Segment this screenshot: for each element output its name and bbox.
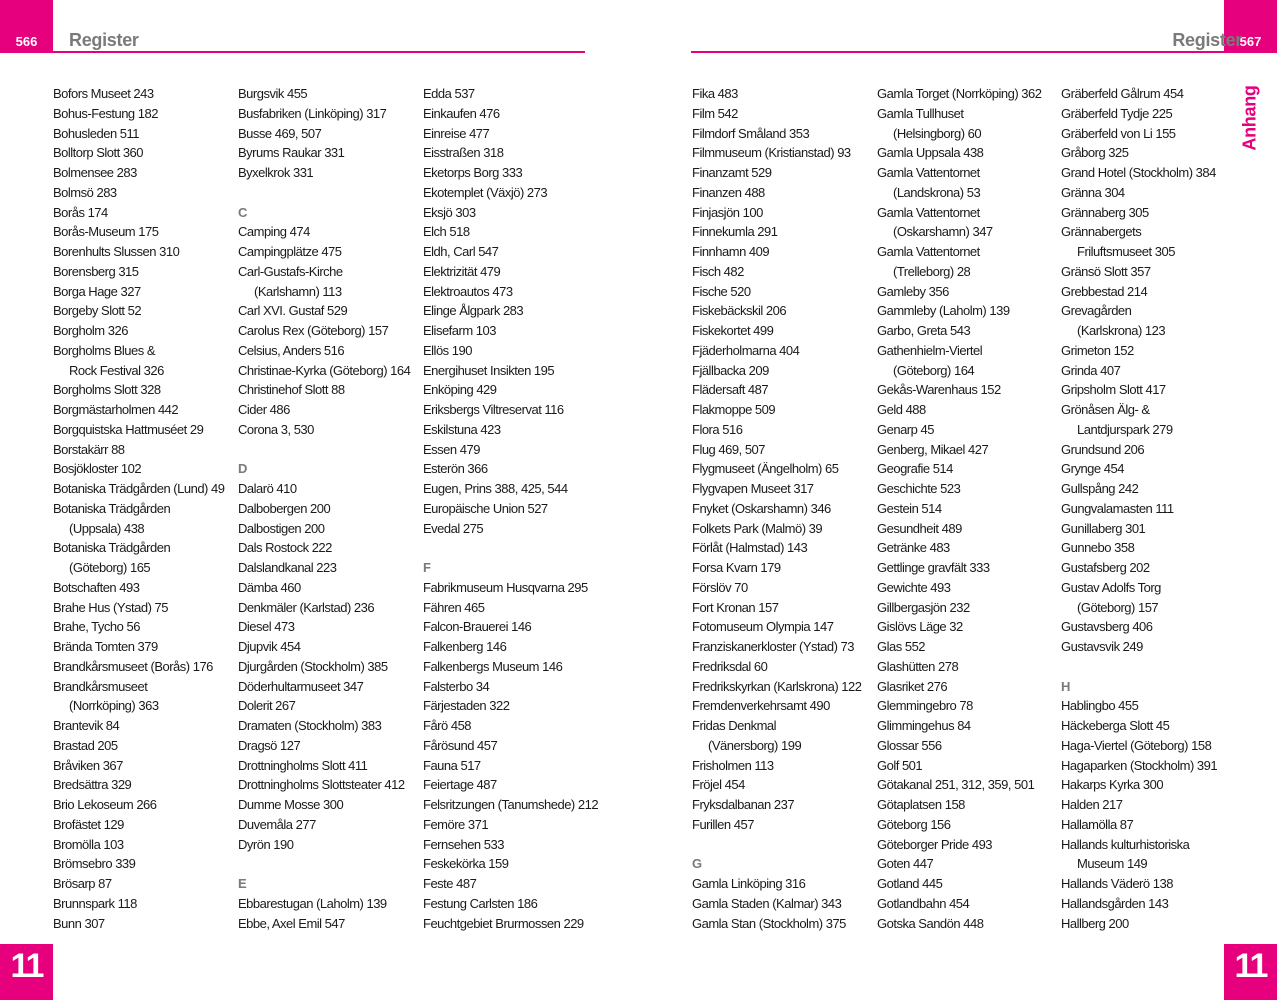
- index-entry: Einreise 477: [423, 125, 490, 141]
- index-entry: Eldh, Carl 547: [423, 244, 499, 259]
- spacer: [238, 183, 428, 203]
- index-entry: Hallands kulturhistoriska: [1061, 836, 1190, 852]
- index-entry: Genberg, Mikael 427: [877, 441, 989, 457]
- index-column-1: [53, 84, 243, 933]
- index-entry: Finjasjön 100: [692, 204, 763, 220]
- index-entry: Brända Tomten 379: [53, 639, 158, 654]
- index-entry: Geografie 514: [877, 461, 953, 477]
- index-entry: Finnekumla 291: [692, 224, 778, 240]
- index-entry: Djupvik 454: [238, 639, 301, 654]
- letter-heading: F: [423, 560, 431, 575]
- index-entry: Gräberfeld Gålrum 454: [1061, 86, 1184, 101]
- index-entry: Falkenbergs Museum 146: [423, 658, 563, 674]
- index-entry: Brahe Hus (Ystad) 75: [53, 599, 169, 615]
- index-entry: Gillbergasjön 232: [877, 599, 970, 615]
- index-entry: Gustavsvik 249: [1061, 639, 1143, 654]
- index-entry: Gräberfeld Tydje 225: [1061, 105, 1173, 121]
- index-entry: Eskilstuna 423: [423, 421, 501, 437]
- index-entry: Gamla Tullhuset: [877, 105, 964, 121]
- letter-heading: D: [238, 461, 247, 477]
- index-entry-continuation: (Karlskrona) 123: [1077, 323, 1166, 338]
- index-entry: Busfabriken (Linköping) 317: [238, 105, 387, 121]
- index-entry: Hallamölla 87: [1061, 816, 1134, 832]
- index-entry: Gamla Stan (Stockholm) 375: [692, 915, 846, 931]
- index-entry: Gamla Vattentornet: [877, 244, 980, 259]
- index-entry: Furillen 457: [692, 816, 754, 832]
- index-entry: Gekås-Warenhaus 152: [877, 382, 1001, 398]
- index-entry: Gungvalamasten 111: [1061, 500, 1174, 516]
- index-entry: Bråviken 367: [53, 757, 123, 773]
- index-entry: Bromölla 103: [53, 836, 124, 852]
- index-entry: Botaniska Trädgården: [53, 540, 171, 556]
- index-entry: Grinda 407: [1061, 362, 1121, 378]
- index-entry: Brunnspark 118: [53, 895, 137, 911]
- index-entry: Dämba 460: [238, 579, 301, 595]
- index-entry: Haga-Viertel (Göteborg) 158: [1061, 737, 1212, 753]
- index-entry: Elisefarm 103: [423, 323, 496, 338]
- index-entry: Dumme Mosse 300: [238, 797, 344, 812]
- index-entry: Finanzamt 529: [692, 165, 772, 180]
- index-entry: Grimeton 152: [1061, 342, 1134, 358]
- index-entry: Carl-Gustafs-Kirche: [238, 263, 343, 279]
- index-entry: Fredrikskyrkan (Karlskrona) 122: [692, 678, 862, 694]
- index-entry: Fjäderholmarna 404: [692, 342, 800, 358]
- index-entry: Hallandsgården 143: [1061, 895, 1169, 911]
- index-entry: Drottningholms Slottsteater 412: [238, 777, 405, 793]
- index-entry: Feuchtgebiet Brurmossen 229: [423, 915, 584, 931]
- index-entry: Dalarö 410: [238, 481, 297, 496]
- index-entry: Fårö 458: [423, 718, 472, 733]
- index-entry: Edda 537: [423, 86, 475, 101]
- index-entry: Camping 474: [238, 224, 310, 240]
- index-entry: Borås 174: [53, 204, 108, 220]
- index-entry: Garbo, Greta 543: [877, 323, 971, 338]
- running-head: Register: [69, 30, 139, 50]
- index-entry: Brahe, Tycho 56: [53, 619, 140, 635]
- index-entry: Dragsö 127: [238, 737, 301, 753]
- header-rule: [53, 51, 585, 53]
- index-entry: Eketorps Borg 333: [423, 165, 523, 180]
- index-entry: Falsterbo 34: [423, 678, 490, 694]
- index-entry: Hallberg 200: [1061, 915, 1129, 931]
- spacer: [692, 835, 882, 855]
- index-entry: Goten 447: [877, 856, 934, 872]
- index-entry: Golf 501: [877, 757, 923, 773]
- spacer: [423, 538, 613, 558]
- index-entry: Brösarp 87: [53, 876, 112, 891]
- index-entry: Genarp 45: [877, 421, 934, 437]
- index-entry: Gesundheit 489: [877, 520, 962, 536]
- index-entry: Borgholm 326: [53, 323, 128, 338]
- index-entry: Elch 518: [423, 224, 470, 240]
- index-entry: Gripsholm Slott 417: [1061, 382, 1166, 398]
- index-entry: Djurgården (Stockholm) 385: [238, 658, 388, 674]
- index-entry: Corona 3, 530: [238, 421, 314, 437]
- index-entry: Fika 483: [692, 86, 738, 101]
- index-entry-continuation: (Helsingborg) 60: [893, 125, 982, 141]
- index-entry: Borenhults Slussen 310: [53, 244, 180, 259]
- index-entry: Gränna 304: [1061, 184, 1125, 200]
- index-entry: Enköping 429: [423, 382, 497, 398]
- index-entry: Bosjökloster 102: [53, 461, 142, 477]
- index-entry: Campingplätze 475: [238, 244, 342, 259]
- index-entry: Borgholms Blues &: [53, 342, 156, 358]
- index-entry: Einkaufen 476: [423, 105, 500, 121]
- index-entry: Falkenberg 146: [423, 639, 507, 654]
- index-entry: Fernsehen 533: [423, 836, 504, 852]
- spacer: [1061, 657, 1251, 677]
- index-entry: Geschichte 523: [877, 481, 961, 496]
- index-entry: Evedal 275: [423, 520, 484, 536]
- index-entry: Ebbarestugan (Laholm) 139: [238, 895, 387, 911]
- letter-heading: G: [692, 856, 702, 872]
- index-entry: Brio Lekoseum 266: [53, 797, 157, 812]
- index-entry: Felsritzungen (Tanumshede) 212: [423, 797, 599, 812]
- index-entry: Busse 469, 507: [238, 125, 322, 141]
- spacer: [238, 440, 428, 460]
- index-entry: Festung Carlsten 186: [423, 895, 538, 911]
- index-entry: Förlåt (Halmstad) 143: [692, 540, 808, 556]
- index-entry-continuation: (Karlshamn) 113: [254, 283, 342, 299]
- index-entry: Gullspång 242: [1061, 481, 1139, 496]
- index-entry: Europäische Union 527: [423, 500, 548, 516]
- index-entry: Grebbestad 214: [1061, 283, 1148, 299]
- index-entry: Bolmsö 283: [53, 184, 117, 200]
- index-entry: Bohusleden 511: [53, 125, 140, 141]
- index-entry: Gustafsberg 202: [1061, 560, 1150, 575]
- index-entry: Brömsebro 339: [53, 856, 136, 872]
- index-entry: Glossar 556: [877, 737, 942, 753]
- index-entry: Drottningholms Slott 411: [238, 757, 368, 773]
- index-entry: Elinge Ålgpark 283: [423, 303, 524, 319]
- index-entry: Fotomuseum Olympia 147: [692, 619, 834, 635]
- index-entry: Brofästet 129: [53, 816, 124, 832]
- index-entry: Gestein 514: [877, 500, 942, 516]
- index-entry: Gathenhielm-Viertel: [877, 342, 983, 358]
- index-entry: Filmmuseum (Kristianstad) 93: [692, 145, 851, 161]
- page-number: 567: [1224, 0, 1277, 53]
- index-entry-continuation: (Trelleborg) 28: [893, 263, 971, 279]
- index-entry: Fiskebäckskil 206: [692, 303, 787, 319]
- index-entry: Grundsund 206: [1061, 441, 1145, 457]
- index-entry: Botaniska Trädgården: [53, 500, 171, 516]
- index-entry: Flädersaft 487: [692, 382, 769, 398]
- index-entry: Fårösund 457: [423, 737, 498, 753]
- index-entry: Grönåsen Älg- &: [1061, 402, 1150, 417]
- index-entry: Glasriket 276: [877, 678, 948, 694]
- index-entry-continuation: Friluftsmuseet 305: [1077, 244, 1175, 259]
- index-entry: Gränsö Slott 357: [1061, 263, 1151, 279]
- index-entry: Botschaften 493: [53, 579, 140, 595]
- index-entry: Dalbostigen 200: [238, 520, 325, 536]
- index-entry: Fremdenverkehrsamt 490: [692, 698, 830, 714]
- index-column-3: [423, 84, 613, 933]
- chapter-number-tab: 11: [0, 944, 53, 1000]
- index-entry: Flakmoppe 509: [692, 402, 776, 417]
- index-entry-continuation: (Landskrona) 53: [893, 184, 981, 200]
- index-entry: Förslöv 70: [692, 579, 748, 595]
- index-entry: Franziskanerkloster (Ystad) 73: [692, 639, 855, 654]
- index-entry: Grännabergets: [1061, 224, 1142, 240]
- index-entry: Elektroautos 473: [423, 283, 513, 299]
- index-entry: Hablingbo 455: [1061, 698, 1139, 714]
- letter-heading: C: [238, 204, 247, 220]
- index-entry: Fisch 482: [692, 263, 744, 279]
- index-entry: Carl XVI. Gustaf 529: [238, 303, 348, 319]
- index-entry: Fjällbacka 209: [692, 362, 769, 378]
- index-entry: Flora 516: [692, 421, 743, 437]
- index-entry: Borgeby Slott 52: [53, 303, 142, 319]
- index-column-1: [692, 84, 882, 933]
- index-entry: Brandkårsmuseet (Borås) 176: [53, 658, 213, 674]
- index-entry: Brastad 205: [53, 737, 118, 753]
- index-entry: Gunillaberg 301: [1061, 520, 1146, 536]
- index-entry: Gettlinge gravfält 333: [877, 560, 990, 575]
- index-entry: Denkmäler (Karlstad) 236: [238, 599, 375, 615]
- index-entry: Gustav Adolfs Torg: [1061, 579, 1161, 595]
- index-entry: Fryksdalbanan 237: [692, 797, 795, 812]
- index-entry: Gamla Linköping 316: [692, 876, 806, 891]
- index-entry-continuation: (Göteborg) 164: [893, 362, 975, 378]
- header-rule: [691, 51, 1224, 53]
- index-entry: Finnhamn 409: [692, 244, 770, 259]
- index-entry: Eisstraßen 318: [423, 145, 504, 161]
- index-entry: Gamla Staden (Kalmar) 343: [692, 895, 842, 911]
- index-entry: Borgholms Slott 328: [53, 382, 161, 398]
- index-column-2: [877, 84, 1067, 933]
- index-entry: Gamleby 356: [877, 283, 949, 299]
- index-entry: Forsa Kvarn 179: [692, 560, 781, 575]
- index-entry: Ebbe, Axel Emil 547: [238, 915, 345, 931]
- page-number: 566: [0, 0, 53, 53]
- index-entry: Feste 487: [423, 876, 477, 891]
- index-entry: Gamla Uppsala 438: [877, 145, 984, 161]
- index-entry: Fiskekortet 499: [692, 323, 774, 338]
- index-entry-continuation: (Norrköping) 363: [69, 698, 159, 714]
- index-entry: Film 542: [692, 105, 738, 121]
- index-entry-continuation: Museum 149: [1077, 856, 1148, 872]
- index-entry: Duvemåla 277: [238, 816, 316, 832]
- index-entry: Getränke 483: [877, 540, 950, 556]
- index-entry: Flygmuseet (Ängelholm) 65: [692, 461, 839, 477]
- index-entry: Cider 486: [238, 402, 290, 417]
- index-entry: Döderhultarmuseet 347: [238, 678, 364, 694]
- index-entry: Feiertage 487: [423, 777, 497, 793]
- index-entry: Gotland 445: [877, 876, 943, 891]
- index-entry: Essen 479: [423, 441, 480, 457]
- index-entry: Eugen, Prins 388, 425, 544: [423, 481, 568, 496]
- index-entry: Filmdorf Småland 353: [692, 125, 810, 141]
- index-entry: Flug 469, 507: [692, 441, 766, 457]
- index-entry: Borensberg 315: [53, 263, 139, 279]
- index-entry: Energihuset Insikten 195: [423, 362, 555, 378]
- index-entry: Fauna 517: [423, 757, 481, 773]
- index-entry: Gislövs Läge 32: [877, 619, 963, 635]
- index-entry: Hakarps Kyrka 300: [1061, 777, 1164, 793]
- index-entry: Dyrön 190: [238, 836, 294, 852]
- index-entry-continuation: (Göteborg) 165: [69, 560, 151, 575]
- index-entry: Burgsvik 455: [238, 86, 308, 101]
- index-entry-continuation: (Uppsala) 438: [69, 520, 145, 536]
- index-entry: Fabrikmuseum Husqvarna 295: [423, 579, 588, 595]
- letter-heading: E: [238, 876, 247, 891]
- index-column-2: [238, 84, 428, 933]
- index-entry: Grevagården: [1061, 303, 1132, 319]
- index-entry: Götakanal 251, 312, 359, 501: [877, 777, 1035, 793]
- index-entry: Dals Rostock 222: [238, 540, 332, 556]
- index-entry: Dalbobergen 200: [238, 500, 331, 516]
- index-entry: Gamla Vattentornet: [877, 204, 980, 220]
- index-entry: Dalslandkanal 223: [238, 560, 337, 575]
- index-entry: Flygvapen Museet 317: [692, 481, 814, 496]
- index-entry: Folkets Park (Malmö) 39: [692, 520, 823, 536]
- index-entry-continuation: (Oskarshamn) 347: [893, 224, 993, 240]
- index-entry: Glemmingebro 78: [877, 698, 973, 714]
- index-entry: Celsius, Anders 516: [238, 342, 345, 358]
- index-entry: Dramaten (Stockholm) 383: [238, 718, 382, 733]
- index-entry: Fort Kronan 157: [692, 599, 779, 615]
- index-entry: Gråborg 325: [1061, 145, 1129, 161]
- index-entry: Gewichte 493: [877, 579, 951, 595]
- chapter-number-tab: 11: [1224, 944, 1277, 1000]
- index-entry: Fnyket (Oskarshamn) 346: [692, 500, 831, 516]
- index-entry: Häckeberga Slott 45: [1061, 718, 1170, 733]
- index-entry: Christinae-Kyrka (Göteborg) 164: [238, 362, 411, 378]
- index-entry: Glashütten 278: [877, 658, 959, 674]
- index-entry: Glimmingehus 84: [877, 718, 971, 733]
- index-entry: Fröjel 454: [692, 777, 745, 793]
- index-entry: Brandkårsmuseet: [53, 678, 148, 694]
- index-entry: Eksjö 303: [423, 204, 476, 220]
- index-entry: Gräberfeld von Li 155: [1061, 125, 1176, 141]
- index-entry: Gotska Sandön 448: [877, 915, 984, 931]
- index-entry: Färjestaden 322: [423, 698, 510, 714]
- index-entry: Borås-Museum 175: [53, 224, 159, 240]
- index-entry: Falcon-Brauerei 146: [423, 619, 532, 635]
- index-entry: Gotlandbahn 454: [877, 895, 970, 911]
- index-entry: Glas 552: [877, 639, 926, 654]
- index-entry: Bunn 307: [53, 915, 105, 931]
- index-entry: Ellös 190: [423, 342, 472, 358]
- index-entry: Botaniska Trädgården (Lund) 49: [53, 481, 225, 496]
- index-entry: Bofors Museet 243: [53, 86, 154, 101]
- index-entry: Dolerit 267: [238, 698, 296, 714]
- left-page: [0, 0, 638, 1000]
- index-entry: Fridas Denkmal: [692, 718, 777, 733]
- index-entry: Diesel 473: [238, 619, 295, 635]
- index-entry: Grännaberg 305: [1061, 204, 1149, 220]
- index-entry-continuation: (Vänersborg) 199: [708, 737, 802, 753]
- index-entry: Bolmensee 283: [53, 165, 137, 180]
- index-entry: Carolus Rex (Göteborg) 157: [238, 323, 389, 338]
- index-entry: Borga Hage 327: [53, 283, 141, 299]
- index-entry: Byxelkrok 331: [238, 165, 314, 180]
- index-entry: Halden 217: [1061, 797, 1123, 812]
- index-column-3: [1061, 84, 1251, 933]
- index-entry: Hagaparken (Stockholm) 391: [1061, 757, 1218, 773]
- index-entry: Brantevik 84: [53, 718, 120, 733]
- index-entry: Geld 488: [877, 402, 926, 417]
- index-entry: Ekotemplet (Växjö) 273: [423, 184, 548, 200]
- index-entry: Esterön 366: [423, 461, 488, 477]
- right-page: [638, 0, 1277, 1000]
- index-entry: Gamla Torget (Norrköping) 362: [877, 86, 1042, 101]
- index-entry: Byrums Raukar 331: [238, 145, 345, 161]
- index-entry: Grand Hotel (Stockholm) 384: [1061, 165, 1216, 180]
- index-entry: Götaplatsen 158: [877, 797, 965, 812]
- running-head: Register: [1172, 30, 1242, 50]
- index-entry: Femöre 371: [423, 816, 489, 832]
- index-entry: Göteborger Pride 493: [877, 836, 993, 852]
- index-entry: Gunnebo 358: [1061, 540, 1135, 556]
- index-entry: Eriksbergs Viltreservat 116: [423, 402, 564, 417]
- index-entry: Fähren 465: [423, 599, 485, 615]
- index-entry: Frisholmen 113: [692, 757, 774, 773]
- index-entry: Borgmästarholmen 442: [53, 402, 179, 417]
- index-entry: Borstakärr 88: [53, 441, 125, 457]
- index-entry: Borgquistska Hattmuséet 29: [53, 421, 204, 437]
- section-side-tab-label: Anhang: [1239, 85, 1260, 151]
- letter-heading: H: [1061, 678, 1070, 694]
- index-entry: Feskekörka 159: [423, 856, 509, 872]
- index-entry: Bredsättra 329: [53, 777, 132, 793]
- index-entry: Bolltorp Slott 360: [53, 145, 144, 161]
- index-entry-continuation: Rock Festival 326: [69, 362, 164, 378]
- index-entry: Göteborg 156: [877, 816, 951, 832]
- index-entry: Gammleby (Laholm) 139: [877, 303, 1010, 319]
- index-entry: Elektrizität 479: [423, 263, 501, 279]
- index-entry-continuation: (Göteborg) 157: [1077, 599, 1159, 615]
- index-entry: Gamla Vattentornet: [877, 165, 980, 180]
- index-entry: Hallands Väderö 138: [1061, 876, 1173, 891]
- index-entry-continuation: Lantdjurspark 279: [1077, 421, 1173, 437]
- index-entry: Gustavsberg 406: [1061, 619, 1153, 635]
- index-entry: Finanzen 488: [692, 184, 765, 200]
- index-entry: Grynge 454: [1061, 461, 1124, 477]
- index-entry: Fische 520: [692, 283, 751, 299]
- spacer: [238, 854, 428, 874]
- index-entry: Bohus-Festung 182: [53, 105, 158, 121]
- index-entry: Fredriksdal 60: [692, 658, 768, 674]
- index-entry: Christinehof Slott 88: [238, 382, 345, 398]
